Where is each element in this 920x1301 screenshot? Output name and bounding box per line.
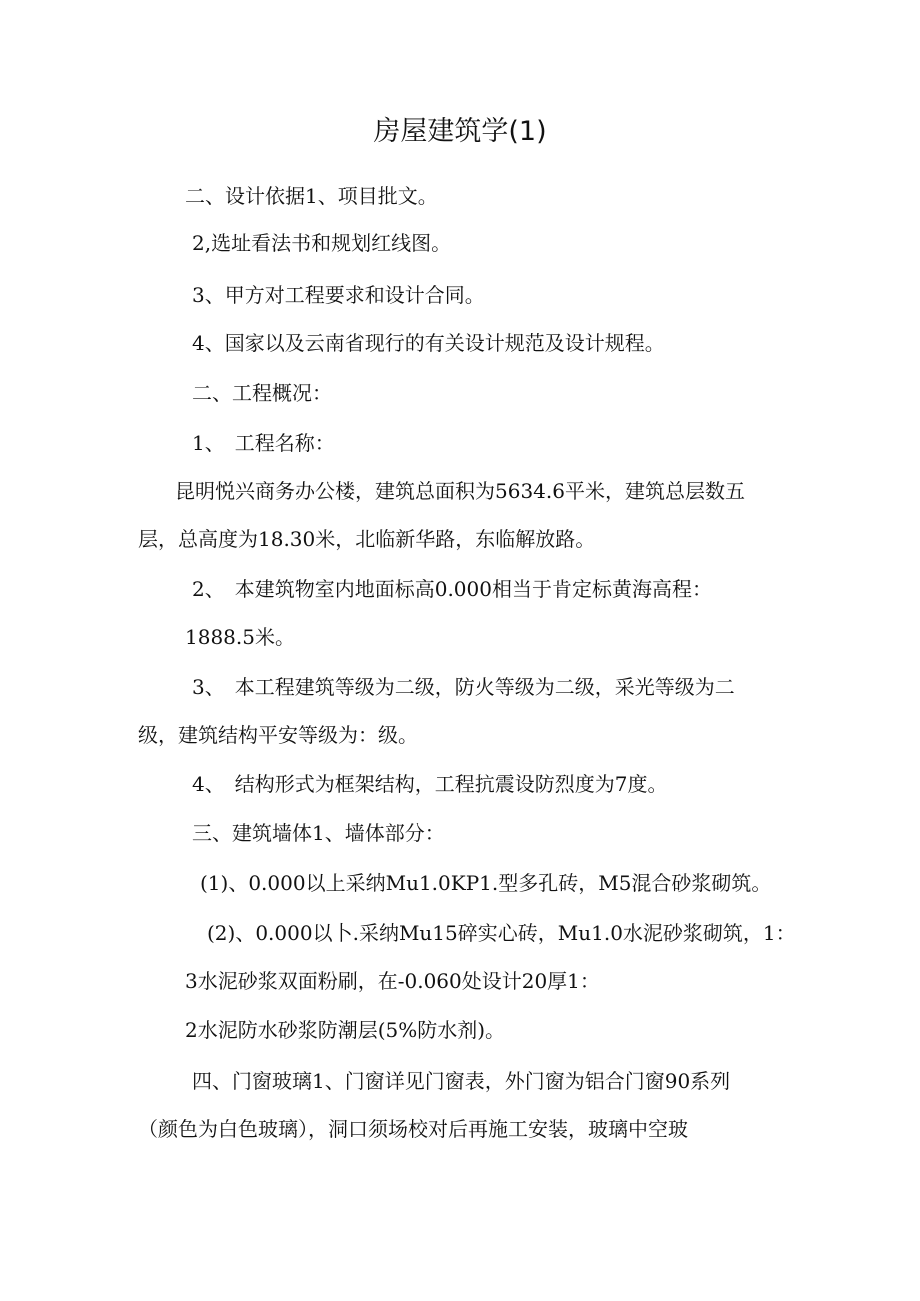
text-line-20: （颜色为白色玻璃），洞口须场校对后再施工安装，玻璃中空玻	[138, 1117, 688, 1141]
text-line-14: 三、建筑墙体1、墙体部分：	[192, 821, 445, 845]
text-line-11: 3、 本工程建筑等级为二级，防火等级为二级，采光等级为二	[192, 675, 735, 699]
text-line-16: (2)、0.000以卜.采纳Mu15碎实心砖，Mu1.0水泥砂浆砌筑，1：	[207, 921, 796, 945]
text-line-19: 四、门窗玻璃1、门窗详见门窗表，外门窗为铝合门窗90系列	[192, 1069, 731, 1093]
text-line-5: 二、工程概况：	[192, 381, 332, 405]
text-line-17: 3水泥砂浆双面粉刷，在-0.060处设计20厚1：	[185, 969, 600, 993]
text-line-3: 3、甲方对工程要求和设计合同。	[192, 283, 485, 307]
document-title: 房屋建筑学(1)	[373, 116, 547, 147]
text-line-4: 4、国家以及云南省现行的有关设计规范及设计规程。	[192, 331, 665, 355]
text-line-8: 层，总高度为18.30米，北临新华路，东临解放路。	[138, 527, 596, 551]
text-line-6: 1、 工程名称：	[192, 431, 335, 455]
text-line-13: 4、 结构形式为框架结构，工程抗震设防烈度为7度。	[192, 772, 668, 796]
text-line-2: 2,选址看法书和规划红线图。	[192, 231, 452, 255]
text-line-1: 二、设计依据1、项目批文。	[185, 184, 438, 208]
text-line-9: 2、 本建筑物室内地面标高0.000相当于肯定标黄海高程：	[192, 577, 712, 601]
text-line-10: 1888.5米。	[185, 625, 295, 649]
text-line-15: (1)、0.000以上采纳Mu1.0KP1.型多孔砖，M5混合砂浆砌筑。	[200, 871, 772, 895]
text-line-12: 级，建筑结构平安等级为：级。	[138, 723, 418, 747]
text-line-7: 昆明悦兴商务办公楼，建筑总面积为5634.6平米，建筑总层数五	[175, 479, 745, 503]
text-line-18: 2水泥防水砂浆防潮层(5%防水剂)。	[185, 1018, 506, 1042]
